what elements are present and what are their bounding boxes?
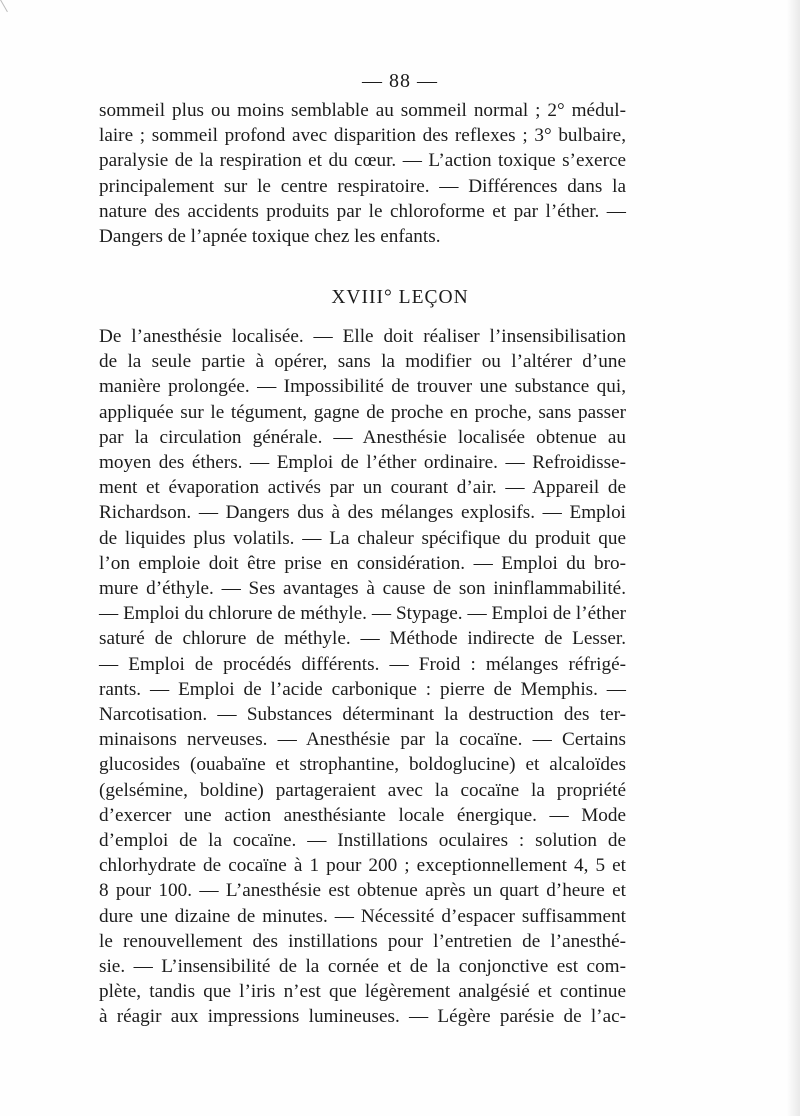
lesson-heading: XVIII° LEÇON: [331, 287, 469, 308]
text-line: moyen des éthers. — Emploi de l’éther ordinaire. — Refroidisse-: [99, 452, 626, 474]
text-line: par la circulation générale. — Anesthésie localisée obtenue au: [99, 426, 626, 448]
text-line: d’exercer une action anesthésiante locale énergique. — Mode: [99, 804, 626, 826]
text-line: De l’anesthésie localisée. — Elle doit réaliser l’insensibilisation: [99, 326, 626, 347]
text-line: 8 pour 100. — L’anesthésie est obtenue après un quart d’heure et: [99, 880, 626, 902]
text-line: rants. — Emploi de l’acide carbonique : pierre de Memphis. —: [99, 678, 626, 700]
text-line: à réagir aux impressions lumineuses. — Légère parésie de l’ac-: [99, 1006, 626, 1028]
text-line: dure une dizaine de minutes. — Nécessité d’espacer suffisamment: [99, 905, 626, 927]
text-line: nature des accidents produits par le chloroforme et par l’éther. —: [99, 200, 626, 222]
text-line: le renouvellement des instillations pour l’entretien de l’anesthé-: [99, 930, 626, 952]
text-line: sie. — L’insensibilité de la cornée et de la conjonctive est com-: [99, 956, 626, 978]
text-line: l’on emploie doit être prise en considération. — Emploi du bro-: [99, 552, 626, 574]
text-line: d’emploi de la cocaïne. — Instillations oculaires : solution de: [99, 830, 626, 852]
text-line: sommeil plus ou moins semblable au sommeil normal ; 2° médul-: [99, 100, 626, 121]
scan-artifact: [0, 0, 13, 12]
text-line: — Emploi de procédés différents. — Froid : mélanges réfrigé-: [99, 653, 626, 675]
text-line: mure d’éthyle. — Ses avantages à cause de son ininflammabilité.: [99, 578, 626, 600]
text-line: chlorhydrate de cocaïne à 1 pour 200 ; exceptionnellement 4, 5 et: [99, 855, 626, 877]
text-line: — Emploi du chlorure de méthyle. — Stypage. — Emploi de l’éther: [99, 603, 626, 625]
text-line: Dangers de l’apnée toxique chez les enfants.: [99, 226, 441, 248]
text-line: glucosides (ouabaïne et strophantine, boldoglucine) et alcaloïdes: [99, 754, 626, 776]
text-line: laire ; sommeil profond avec disparition des reflexes ; 3° bulbaire,: [99, 125, 626, 147]
text-line: appliquée sur le tégument, gagne de proche en proche, sans passer: [99, 401, 626, 423]
text-line: ment et évaporation activés par un courant d’air. — Appareil de: [99, 477, 626, 499]
lesson-summary: [99, 324, 626, 1030]
text-line: paralysie de la respiration et du cœur. — L’action toxique s’exerce: [99, 150, 626, 172]
text-line: (gelsémine, boldine) partageraient avec la cocaïne la propriété: [99, 779, 626, 801]
top-paragraph: [99, 98, 626, 249]
text-line: Richardson. — Dangers dus à des mélanges explosifs. — Emploi: [99, 502, 626, 524]
text-line: saturé de chlorure de méthyle. — Méthode indirecte de Lesser.: [99, 628, 626, 650]
text-line: manière prolongée. — Impossibilité de trouver une substance qui,: [99, 376, 626, 398]
text-line: de la seule partie à opérer, sans la modifier ou l’altérer d’une: [99, 351, 626, 373]
text-line: principalement sur le centre respiratoire. — Différences dans la: [99, 175, 626, 197]
text-line: minaisons nerveuses. — Anesthésie par la cocaïne. — Certains: [99, 729, 626, 751]
page-edge-shadow: [786, 0, 800, 1116]
page-number: — 88 —: [362, 70, 438, 92]
text-line: Narcotisation. — Substances déterminant la destruction des ter-: [99, 704, 626, 726]
text-line: plète, tandis que l’iris n’est que légèrement analgésié et continue: [99, 981, 626, 1003]
text-line: de liquides plus volatils. — La chaleur spécifique du produit que: [99, 527, 626, 549]
